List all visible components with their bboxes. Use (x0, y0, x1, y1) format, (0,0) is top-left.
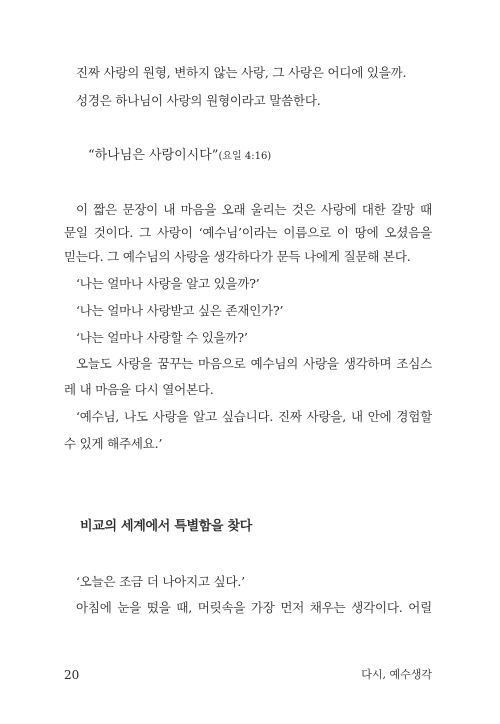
page-number: 20 (64, 668, 80, 682)
paragraph3-line1: 오늘도 사랑을 꿈꾸는 마음으로 예수님의 사랑을 생각하며 조심스 (76, 356, 432, 371)
section-heading: 비교의 세계에서 특별함을 찾다 (80, 519, 253, 534)
question-3: ‘나는 얼마나 사랑할 수 있을까?’ (76, 330, 248, 345)
prayer-line1: ‘예수님, 나도 사랑을 알고 싶습니다. 진짜 사랑을, 내 안에 경험할 (76, 409, 432, 424)
running-title: 다시, 예수생각 (361, 668, 432, 681)
quote-text: “하나님은 사랑이시다” (88, 148, 219, 163)
prayer-line2: 수 있게 해주세요.’ (64, 436, 163, 451)
section-body-line2: 아침에 눈을 떴을 때, 머릿속을 가장 먼저 채우는 생각이다. 어릴 (76, 600, 432, 615)
paragraph2-line3: 믿는다. 그 예수님의 사랑을 생각하다가 문득 나에게 질문해 본다. (64, 249, 411, 264)
section-body-line1: ‘오늘은 조금 더 나아지고 싶다.’ (76, 574, 245, 589)
paragraph3-line2: 레 내 마음을 다시 열어본다. (64, 382, 214, 397)
paragraph2-line2: 문일 것이다. 그 사랑이 ‘예수님’이라는 이름으로 이 땅에 오셨음을 (64, 225, 432, 240)
paragraph1-line1: 진짜 사랑의 원형, 변하지 않는 사랑, 그 사랑은 어디에 있을까. (76, 65, 407, 80)
question-1: ‘나는 얼마나 사랑을 알고 있을까?’ (76, 276, 260, 291)
quote-reference: (요일 4:16) (218, 151, 272, 162)
question-2: ‘나는 얼마나 사랑받고 싶은 존재인가?’ (76, 303, 284, 318)
paragraph1-line2: 성경은 하나님이 사랑의 원형이라고 말씀한다. (76, 93, 321, 108)
bible-quote (88, 148, 271, 165)
paragraph2-line1: 이 짧은 문장이 내 마음을 오래 울리는 것은 사랑에 대한 갈망 때 (76, 202, 432, 217)
